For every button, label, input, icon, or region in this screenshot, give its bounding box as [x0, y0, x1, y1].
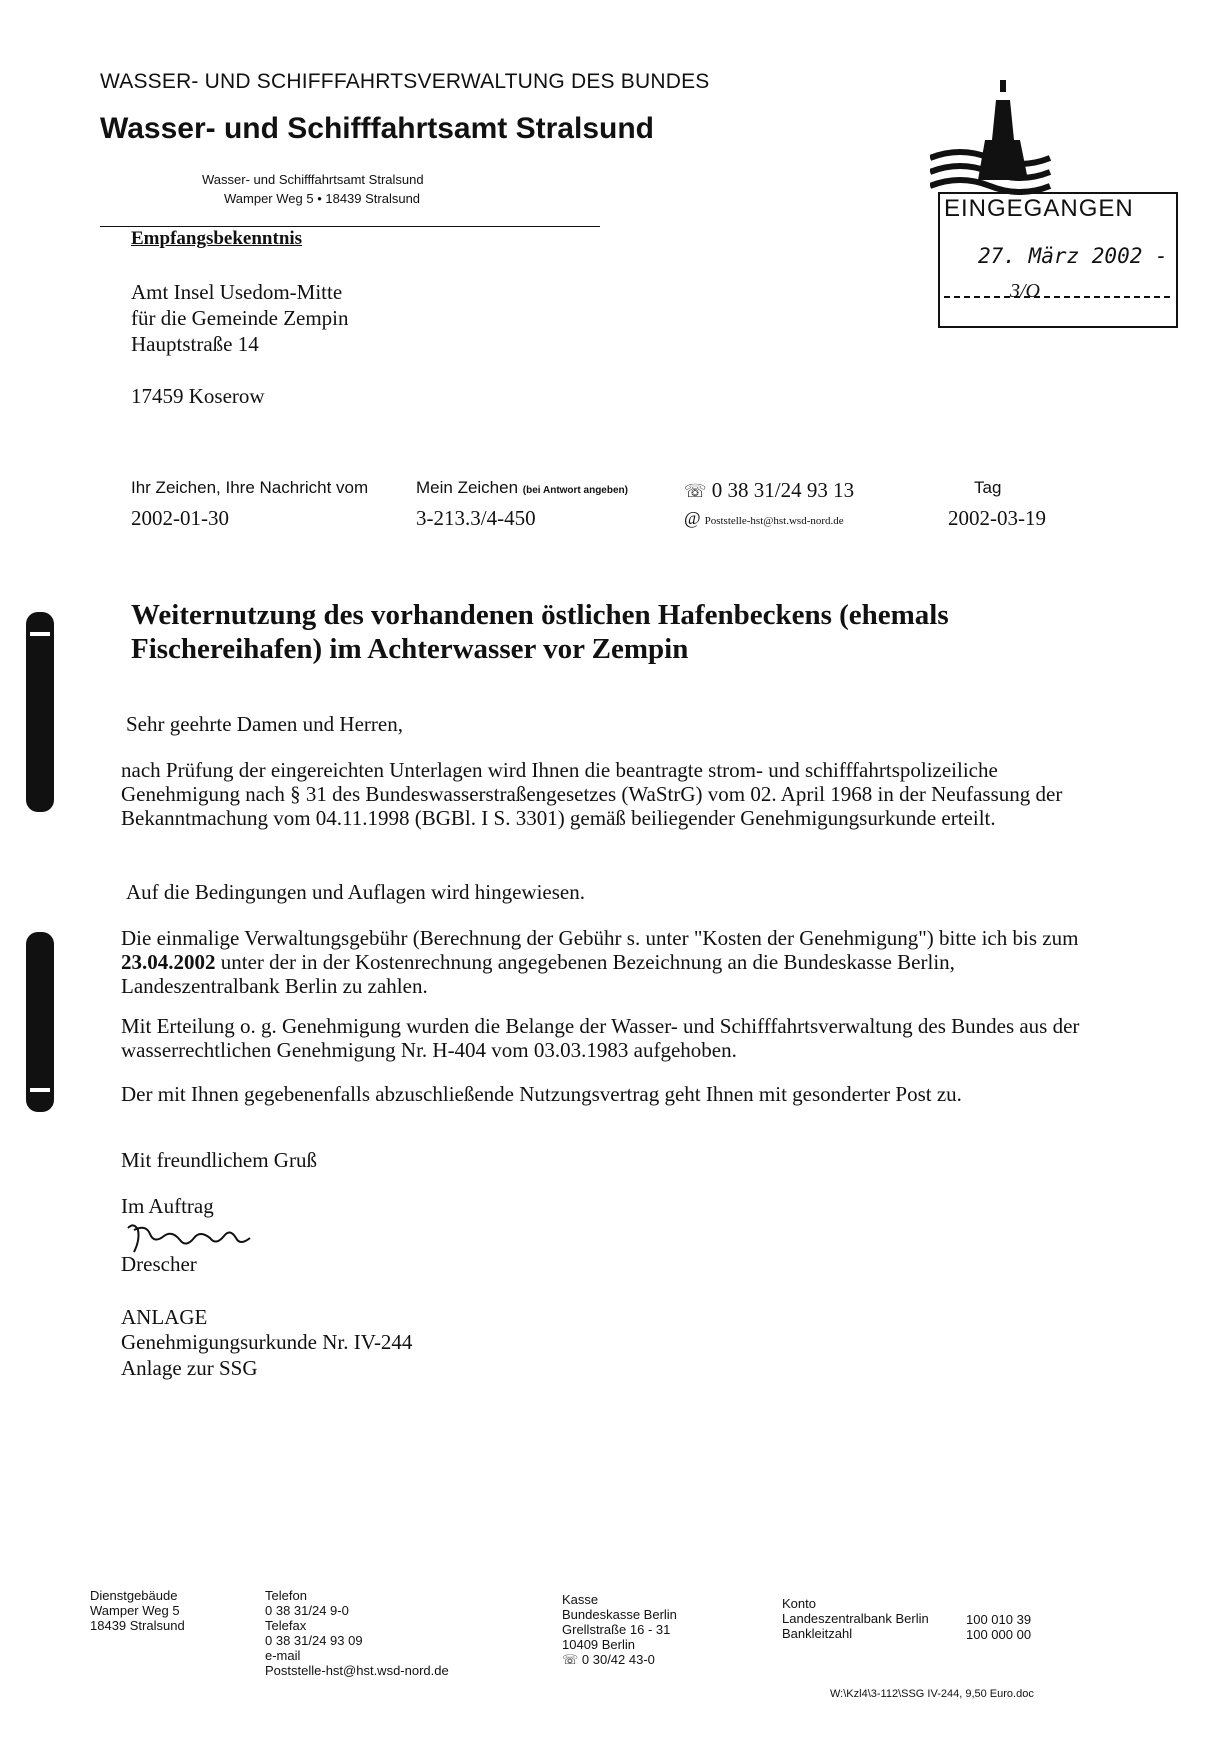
footer-account-title: Konto: [782, 1596, 816, 1611]
p3-text-before: Die einmalige Verwaltungsgebühr (Berechnung der Gebühr s. unter "Kosten der Genehmigung") bitte ich bis zum: [121, 926, 1079, 950]
recipient-line-4: 17459 Koserow: [131, 384, 265, 408]
salutation: Sehr geehrte Damen und Herren,: [126, 712, 403, 736]
footer-account-bank: Landeszentralbank Berlin: [782, 1611, 929, 1626]
email-group: [684, 508, 844, 529]
your-ref-value: 2002-01-30: [131, 506, 229, 530]
signer-name: Drescher: [121, 1252, 197, 1276]
footer-cashier-name: Bundeskasse Berlin: [562, 1607, 677, 1622]
footer-contact: [265, 1588, 449, 1678]
office-name: Wasser- und Schifffahrtsamt Stralsund: [100, 112, 654, 145]
footer-account: [782, 1596, 929, 1641]
your-ref-label: Ihr Zeichen, Ihre Nachricht vom: [131, 478, 369, 497]
phone-group: [684, 478, 854, 503]
binder-clip-top: [20, 608, 60, 818]
my-ref-hint: (bei Antwort angeben): [522, 485, 628, 496]
payment-due-date: 23.04.2002: [121, 950, 216, 974]
stamp-title: EINGEGANGEN: [944, 195, 1134, 222]
telephone-icon: ☏: [562, 1652, 579, 1667]
sender-address: Wamper Weg 5 • 18439 Stralsund: [224, 191, 421, 206]
footer-fax-value: 0 38 31/24 93 09: [265, 1633, 363, 1648]
stamp-date: 27. März 2002 -: [978, 244, 1168, 268]
attachment-heading: ANLAGE: [121, 1305, 208, 1329]
footer-cashier-phone-row: [562, 1652, 677, 1667]
wsa-logo: [930, 80, 1080, 195]
footer-building-city: 18439 Stralsund: [90, 1618, 185, 1633]
sender-name: Wasser- und Schifffahrtsamt Stralsund: [202, 172, 424, 187]
footer-building-title: Dienstgebäude: [90, 1588, 178, 1603]
attachment-item-1: Genehmigungsurkunde Nr. IV-244: [121, 1330, 413, 1354]
footer-cashier-phone: 0 30/42 43-0: [581, 1652, 655, 1667]
attachment-item-2: Anlage zur SSG: [121, 1356, 258, 1380]
recipient-line-2: für die Gemeinde Zempin: [131, 306, 349, 330]
footer-email-label: e-mail: [265, 1648, 301, 1663]
footer-phone-label: Telefon: [265, 1588, 307, 1603]
phone-number: 0 38 31/24 93 13: [711, 478, 855, 502]
footer-phone-value: 0 38 31/24 9-0: [265, 1603, 349, 1618]
body-paragraph-4: Mit Erteilung o. g. Genehmigung wurden die Belange der Wasser- und Schifffahrtsverwaltung des Bundes aus der wasserrechtlichen Genehmigung Nr. H-404 vom 03.03.1983 aufgehoben.: [121, 1014, 1080, 1062]
file-reference: W:\Kzl4\3-112\SSG IV-244, 9,50 Euro.doc: [830, 1688, 1034, 1700]
ministry-name: WASSER- UND SCHIFFFAHRTSVERWALTUNG DES BUNDES: [100, 70, 710, 93]
my-ref-label-group: [416, 478, 628, 498]
footer-cashier-street: Grellstraße 16 - 31: [562, 1622, 671, 1637]
binder-clip-bottom: [20, 928, 60, 1118]
my-ref-label: Mein Zeichen: [416, 478, 519, 497]
closing: Mit freundlichem Gruß: [121, 1148, 317, 1172]
footer-email-value: Poststelle-hst@hst.wsd-nord.de: [265, 1663, 449, 1678]
footer-cashier-city: 10409 Berlin: [562, 1637, 635, 1652]
footer-account-number: 100 010 39: [966, 1612, 1032, 1627]
email-address: Poststelle-hst@hst.wsd-nord.de: [704, 515, 844, 527]
receipt-label: Empfangsbekenntnis: [131, 228, 303, 249]
body-paragraph-5: Der mit Ihnen gegebenenfalls abzuschließende Nutzungsvertrag geht Ihnen mit gesonderter Post zu.: [121, 1082, 962, 1106]
footer-cashier-title: Kasse: [562, 1592, 599, 1607]
footer-building-street: Wamper Weg 5: [90, 1603, 180, 1618]
footer-cashier: [562, 1592, 677, 1667]
body-paragraph-3: [121, 926, 1101, 998]
day-value: 2002-03-19: [948, 506, 1046, 530]
footer-fax-label: Telefax: [265, 1618, 307, 1633]
subject-heading: Weiternutzung des vorhandenen östlichen Hafenbeckens (ehemals Fischereihafen) im Achterwasser vor Zempin: [131, 599, 949, 665]
footer-account-blz-label: Bankleitzahl: [782, 1626, 853, 1641]
im-auftrag: Im Auftrag: [121, 1194, 214, 1218]
body-paragraph-1: nach Prüfung der eingereichten Unterlagen wird Ihnen die beantragte strom- und schifffahrtspolizeiliche Genehmigung nach § 31 des Bundeswasserstraßengesetzes (WaStrG) vom 02. April 1968 in der Neufassung der Bekanntmachung vom 04.11.1998 (BGBl. I S. 3301) gemäß beiliegender Genehmigungsurkunde erteilt.: [121, 758, 1063, 830]
my-ref-value: 3-213.3/4-450: [416, 506, 536, 530]
footer-building: [90, 1588, 185, 1633]
recipient-line-3: Hauptstraße 14: [131, 332, 259, 356]
body-paragraph-2: Auf die Bedingungen und Auflagen wird hingewiesen.: [126, 880, 585, 904]
stamp-divider: [944, 296, 1170, 298]
footer-account-values: [966, 1612, 1031, 1642]
recipient-line-1: Amt Insel Usedom-Mitte: [131, 280, 343, 304]
footer-account-blz: 100 000 00: [966, 1627, 1032, 1642]
stamp-initials: 3/O: [1010, 280, 1040, 302]
day-label: Tag: [974, 478, 1002, 497]
p3-text-after: unter der in der Kostenrechnung angegebenen Bezeichnung an die Bundeskasse Berlin, Landeszentralbank Berlin zu zahlen.: [121, 950, 955, 998]
telephone-icon: ☏: [684, 481, 707, 501]
sender-divider: [100, 226, 600, 227]
at-icon: @: [684, 508, 701, 528]
